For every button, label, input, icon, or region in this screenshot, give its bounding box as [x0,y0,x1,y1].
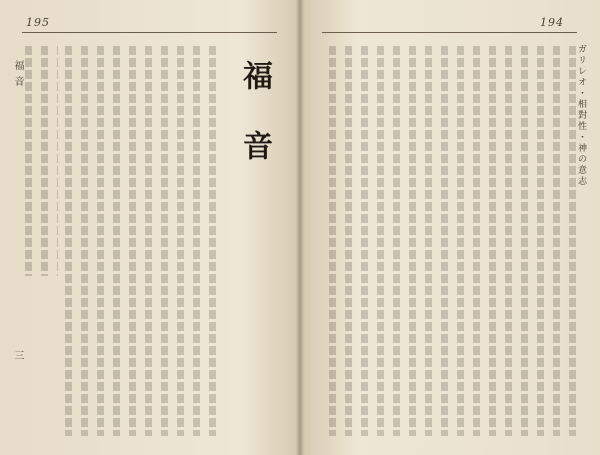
right-page [300,0,600,455]
left-body-text-block [60,46,220,436]
chapter-title: 福音 [237,60,272,200]
book-spine-shadow [296,0,304,455]
right-header-rule [322,32,577,33]
left-header-rule [22,32,277,33]
left-page-number: 195 [26,16,50,29]
left-margin-top-mark: 福音 [12,60,23,92]
running-head: ガリレオ・相對性・神の意志 [576,44,586,187]
right-page-number: 194 [540,16,564,29]
left-body-text-block-secondary [20,46,58,276]
left-margin-bottom-mark: 三 [12,350,23,366]
right-body-text-block [324,46,579,436]
